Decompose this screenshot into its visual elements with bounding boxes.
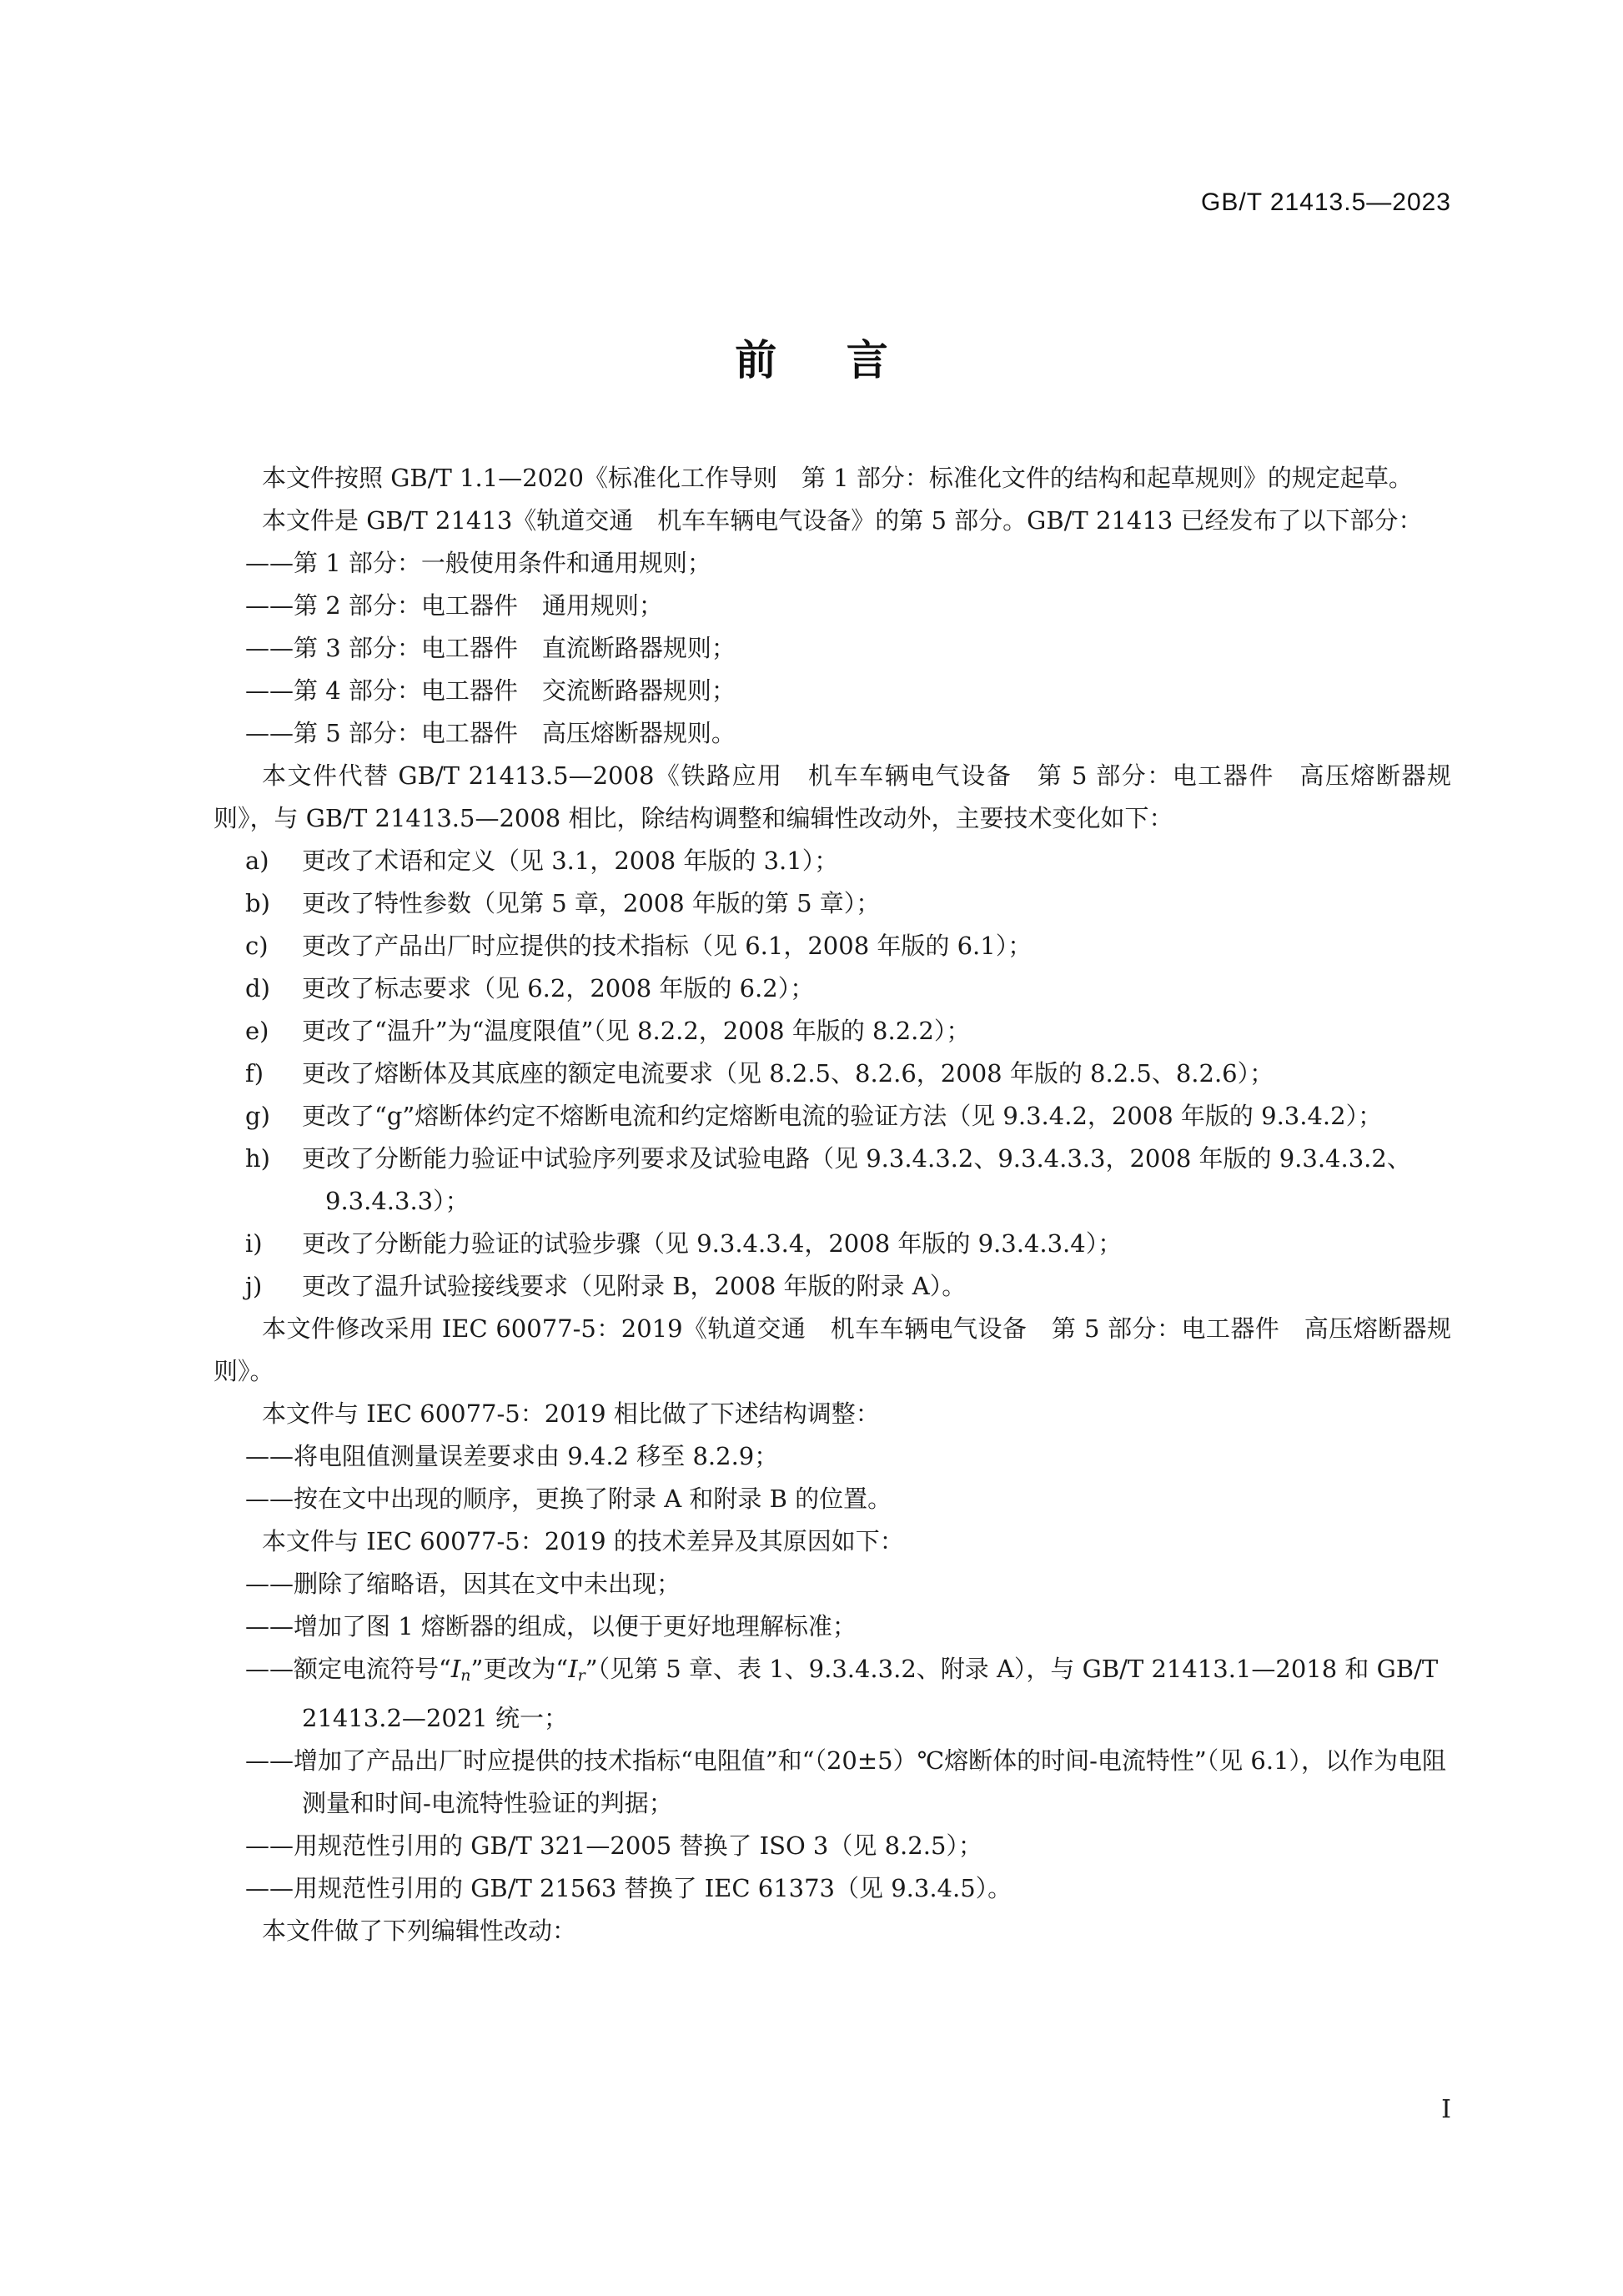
current-subscript: n bbox=[460, 1666, 471, 1685]
current-subscript: r bbox=[577, 1666, 585, 1685]
paragraph-adoption: 本文件修改采用 IEC 60077-5：2019《轨道交通 机车车辆电气设备 第 5 部分：电工器件 高压熔断器规则》。 bbox=[214, 1314, 1451, 1385]
change-label: g) bbox=[245, 1102, 270, 1130]
change-item bbox=[214, 1053, 1451, 1095]
change-item bbox=[214, 1265, 1451, 1308]
current-symbol: I bbox=[568, 1655, 578, 1683]
change-text: 更改了“g”熔断体约定不熔断电流和约定熔断电流的验证方法（见 9.3.4.2，2008 年版的 9.3.4.2）； bbox=[302, 1102, 1383, 1130]
paragraph-series-info: 本文件是 GB/T 21413《轨道交通 机车车辆电气设备》的第 5 部分。GB/T 21413 已经发布了以下部分： bbox=[262, 506, 1423, 535]
change-label: a) bbox=[245, 847, 269, 875]
change-text: 更改了标志要求（见 6.2，2008 年版的 6.2）； bbox=[302, 974, 815, 1002]
change-text: 更改了术语和定义（见 3.1，2008 年版的 3.1）； bbox=[302, 847, 839, 875]
paragraph-structure-intro: 本文件与 IEC 60077-5：2019 相比做了下述结构调整： bbox=[262, 1399, 880, 1428]
change-label: h) bbox=[245, 1144, 270, 1173]
list-item: ——第 2 部分：电工器件 通用规则； bbox=[245, 591, 663, 620]
list-item: ——删除了缩略语，因其在文中未出现； bbox=[245, 1570, 681, 1598]
change-text: 更改了“温升”为“温度限值”（见 8.2.2，2008 年版的 8.2.2）； bbox=[302, 1017, 971, 1045]
change-text: 更改了分断能力验证中试验序列要求及试验电路（见 9.3.4.3.2、9.3.4.3.3，2008 年版的 9.3.4.3.2、9.3.4.3.3）； bbox=[302, 1144, 1411, 1215]
change-label: f) bbox=[245, 1059, 264, 1088]
diff-text: ——额定电流符号“ bbox=[245, 1655, 451, 1683]
change-text: 更改了特性参数（见第 5 章，2008 年版的第 5 章）； bbox=[302, 889, 881, 917]
foreword-body bbox=[214, 457, 1451, 1952]
diff-text: ”更改为“ bbox=[470, 1655, 569, 1683]
change-item bbox=[214, 840, 1451, 882]
change-text: 更改了温升试验接线要求（见附录 B，2008 年版的附录 A）。 bbox=[302, 1272, 967, 1300]
standard-number: GB/T 21413.5—2023 bbox=[1201, 188, 1451, 216]
change-item bbox=[214, 882, 1451, 925]
list-item: ——第 5 部分：电工器件 高压熔断器规则。 bbox=[245, 719, 736, 747]
change-label: d) bbox=[245, 974, 270, 1002]
paragraph-differences-intro: 本文件与 IEC 60077-5：2019 的技术差异及其原因如下： bbox=[262, 1527, 904, 1555]
change-label: e) bbox=[245, 1017, 269, 1045]
change-label: c) bbox=[245, 932, 269, 960]
list-item: ——按在文中出现的顺序，更换了附录 A 和附录 B 的位置。 bbox=[245, 1485, 892, 1513]
paragraph-drafting-basis: 本文件按照 GB/T 1.1—2020《标准化工作导则 第 1 部分：标准化文件的结构和起草规则》的规定起草。 bbox=[262, 464, 1413, 492]
change-item bbox=[214, 1138, 1451, 1223]
change-item bbox=[214, 1010, 1451, 1053]
list-item: ——第 3 部分：电工器件 直流断路器规则； bbox=[245, 634, 736, 662]
page-number: I bbox=[1441, 2095, 1451, 2124]
change-item bbox=[214, 967, 1451, 1010]
list-item: ——增加了图 1 熔断器的组成，以便于更好地理解标准； bbox=[245, 1612, 857, 1640]
change-text: 更改了产品出厂时应提供的技术指标（见 6.1，2008 年版的 6.1）； bbox=[302, 932, 1033, 960]
change-label: i) bbox=[245, 1229, 263, 1258]
list-item bbox=[214, 1648, 1451, 1740]
list-item: ——将电阻值测量误差要求由 9.4.2 移至 8.2.9； bbox=[245, 1442, 779, 1470]
page-title: 前 言 bbox=[735, 336, 888, 384]
change-label: b) bbox=[245, 889, 270, 917]
list-item: ——第 4 部分：电工器件 交流断路器规则； bbox=[245, 676, 736, 705]
list-item: ——用规范性引用的 GB/T 21563 替换了 IEC 61373（见 9.3.4.5）。 bbox=[245, 1874, 1012, 1902]
change-item bbox=[214, 1223, 1451, 1265]
change-text: 更改了分断能力验证的试验步骤（见 9.3.4.3.4，2008 年版的 9.3.4.3.4）； bbox=[302, 1229, 1123, 1258]
change-item bbox=[214, 925, 1451, 967]
paragraph-replacement: 本文件代替 GB/T 21413.5—2008《铁路应用 机车车辆电气设备 第 5 部分：电工器件 高压熔断器规则》，与 GB/T 21413.5—2008 相比，除结构调整和编辑性改动外，主要技术变化如下： bbox=[214, 761, 1451, 832]
list-item: ——第 1 部分：一般使用条件和通用规则； bbox=[245, 549, 711, 577]
change-label: j) bbox=[245, 1272, 263, 1300]
change-text: 更改了熔断体及其底座的额定电流要求（见 8.2.5、8.2.6，2008 年版的 8.2.5、8.2.6）； bbox=[302, 1059, 1274, 1088]
diff-text: ”（见第 5 章、表 1、9.3.4.3.2、附录 A），与 GB/T 21413.1—2018 和 GB/T 21413.2—2021 统一； bbox=[302, 1655, 1439, 1732]
change-item bbox=[214, 1095, 1451, 1138]
list-item: ——增加了产品出厂时应提供的技术指标“电阻值”和“（20±5）℃熔断体的时间-电流特性”（见 6.1），以作为电阻测量和时间-电流特性验证的判据； bbox=[245, 1746, 1447, 1817]
paragraph-editorial-intro: 本文件做了下列编辑性改动： bbox=[262, 1917, 577, 1945]
list-item: ——用规范性引用的 GB/T 321—2005 替换了 ISO 3（见 8.2.5）； bbox=[245, 1831, 982, 1860]
current-symbol: I bbox=[450, 1655, 461, 1683]
